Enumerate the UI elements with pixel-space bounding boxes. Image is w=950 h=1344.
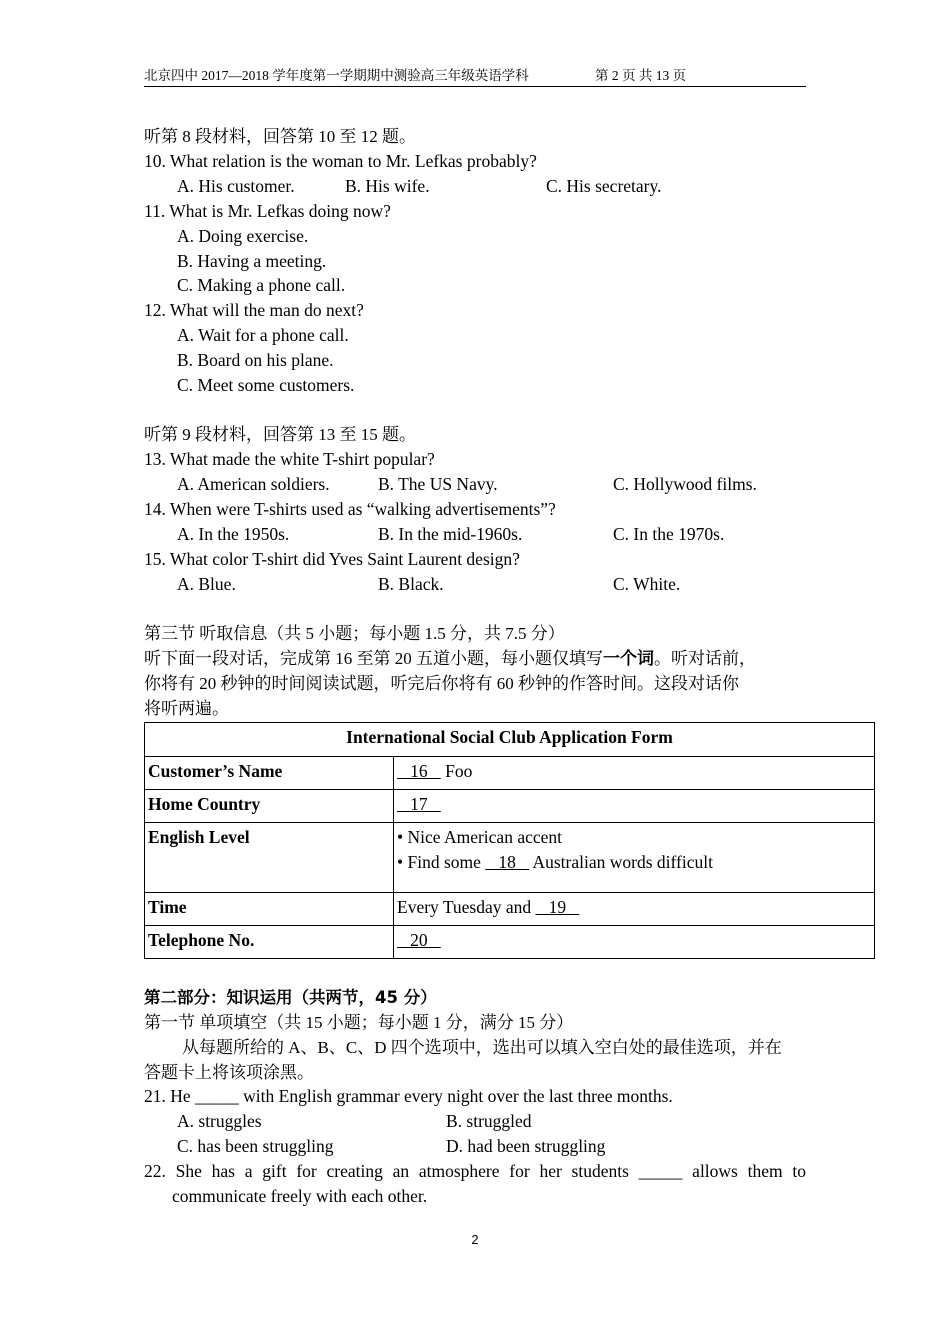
question-14-option-a: A. In the 1950s. bbox=[177, 524, 290, 544]
part3-instruction-line3: 将听两遍。 bbox=[144, 699, 229, 718]
name-suffix: Foo bbox=[440, 761, 473, 781]
form-label-english-level: English Level bbox=[145, 823, 394, 893]
question-10-option-c: C. His secretary. bbox=[546, 176, 662, 196]
line2-suffix: Australian words difficult bbox=[529, 852, 713, 872]
question-11-option-c: C. Making a phone call. bbox=[177, 275, 346, 295]
question-15-option-c: C. White. bbox=[613, 574, 681, 594]
part2-instruction-line1: 从每题所给的 A、B、C、D 四个选项中，选出可以填入空白处的最佳选项，并在 bbox=[182, 1038, 782, 1057]
question-14-stem: 14. When were T-shirts used as “walking advertisements”? bbox=[144, 499, 556, 519]
form-value-country bbox=[394, 790, 875, 823]
instr-emphasis: 一个词 bbox=[603, 649, 654, 668]
blank-19: 19 bbox=[535, 897, 580, 917]
page-number: 2 bbox=[471, 1232, 479, 1247]
question-12-option-c: C. Meet some customers. bbox=[177, 375, 355, 395]
instr-text: 听下面一段对话，完成第 16 至第 20 五道小题，每小题仅填写 bbox=[144, 649, 603, 668]
form-label-time: Time bbox=[145, 893, 394, 926]
form-value-telephone bbox=[394, 926, 875, 959]
question-22-stem-line1: 22. She has a gift for creating an atmosphere for her students _____ allows them to bbox=[144, 1161, 806, 1181]
question-12-stem: 12. What will the man do next? bbox=[144, 300, 364, 320]
question-21-stem: 21. He _____ with English grammar every night over the last three months. bbox=[144, 1086, 673, 1106]
form-label-country: Home Country bbox=[145, 790, 394, 823]
part2-section1-title: 第一节 单项填空（共 15 小题；每小题 1 分，满分 15 分） bbox=[144, 1013, 574, 1032]
form-value-time bbox=[394, 893, 875, 926]
question-21-option-b: B. struggled bbox=[446, 1111, 532, 1131]
time-prefix: Every Tuesday and bbox=[397, 897, 536, 917]
form-label-name: Customer’s Name bbox=[145, 757, 394, 790]
header-page-count: 第 2 页 共 13 页 bbox=[595, 68, 687, 83]
header-exam-title: 北京四中 2017—2018 学年度第一学期期中测验高三年级英语学科 bbox=[144, 68, 529, 83]
question-10-stem: 10. What relation is the woman to Mr. Lefkas probably? bbox=[144, 151, 537, 171]
question-11-option-a: A. Doing exercise. bbox=[177, 226, 309, 246]
question-12-option-a: A. Wait for a phone call. bbox=[177, 325, 349, 345]
blank-16: 16 bbox=[397, 761, 441, 781]
blank-17: 17 bbox=[397, 794, 441, 814]
part2-instruction-line2: 答题卡上将该项涂黑。 bbox=[144, 1063, 314, 1082]
question-15-stem: 15. What color T-shirt did Yves Saint Laurent design? bbox=[144, 549, 520, 569]
question-14-option-c: C. In the 1970s. bbox=[613, 524, 725, 544]
blank-20: 20 bbox=[397, 930, 441, 950]
part3-instruction-line1 bbox=[144, 646, 756, 671]
form-title: International Social Club Application Form bbox=[145, 723, 875, 757]
question-13-option-b: B. The US Navy. bbox=[378, 474, 498, 494]
question-11-stem: 11. What is Mr. Lefkas doing now? bbox=[144, 201, 391, 221]
question-21-option-d: D. had been struggling bbox=[446, 1136, 606, 1156]
section9-intro: 听第 9 段材料，回答第 13 至 15 题。 bbox=[144, 425, 416, 444]
question-11-option-b: B. Having a meeting. bbox=[177, 251, 327, 271]
question-15-option-a: A. Blue. bbox=[177, 574, 236, 594]
page-header bbox=[144, 64, 806, 87]
question-10-option-a: A. His customer. bbox=[177, 176, 295, 196]
question-13-stem: 13. What made the white T-shirt popular? bbox=[144, 449, 435, 469]
form-value-english-level bbox=[394, 823, 875, 893]
question-21-option-a: A. struggles bbox=[177, 1111, 262, 1131]
english-level-line2 bbox=[397, 850, 871, 875]
question-12-option-b: B. Board on his plane. bbox=[177, 350, 334, 370]
question-13-option-a: A. American soldiers. bbox=[177, 474, 330, 494]
part2-title: 第二部分：知识运用（共两节，45 分） bbox=[144, 988, 437, 1007]
question-15-option-b: B. Black. bbox=[378, 574, 444, 594]
form-value-name bbox=[394, 757, 875, 790]
question-14-option-b: B. In the mid-1960s. bbox=[378, 524, 523, 544]
application-form-table bbox=[144, 722, 875, 959]
line2-prefix: • Find some bbox=[397, 852, 486, 872]
question-10-option-b: B. His wife. bbox=[345, 176, 430, 196]
english-level-line1: • Nice American accent bbox=[397, 827, 562, 847]
section8-intro: 听第 8 段材料，回答第 10 至 12 题。 bbox=[144, 127, 416, 146]
question-13-option-c: C. Hollywood films. bbox=[613, 474, 757, 494]
part3-title: 第三节 听取信息（共 5 小题；每小题 1.5 分，共 7.5 分） bbox=[144, 624, 565, 643]
question-21-option-c: C. has been struggling bbox=[177, 1136, 334, 1156]
question-22-stem-line2: communicate freely with each other. bbox=[172, 1186, 428, 1206]
instr-text-end: 。听对话前， bbox=[654, 649, 756, 668]
form-label-telephone: Telephone No. bbox=[145, 926, 394, 959]
part3-instruction-line2: 你将有 20 秒钟的时间阅读试题，听完后你将有 60 秒钟的作答时间。这段对话你 bbox=[144, 674, 739, 693]
blank-18: 18 bbox=[485, 852, 530, 872]
